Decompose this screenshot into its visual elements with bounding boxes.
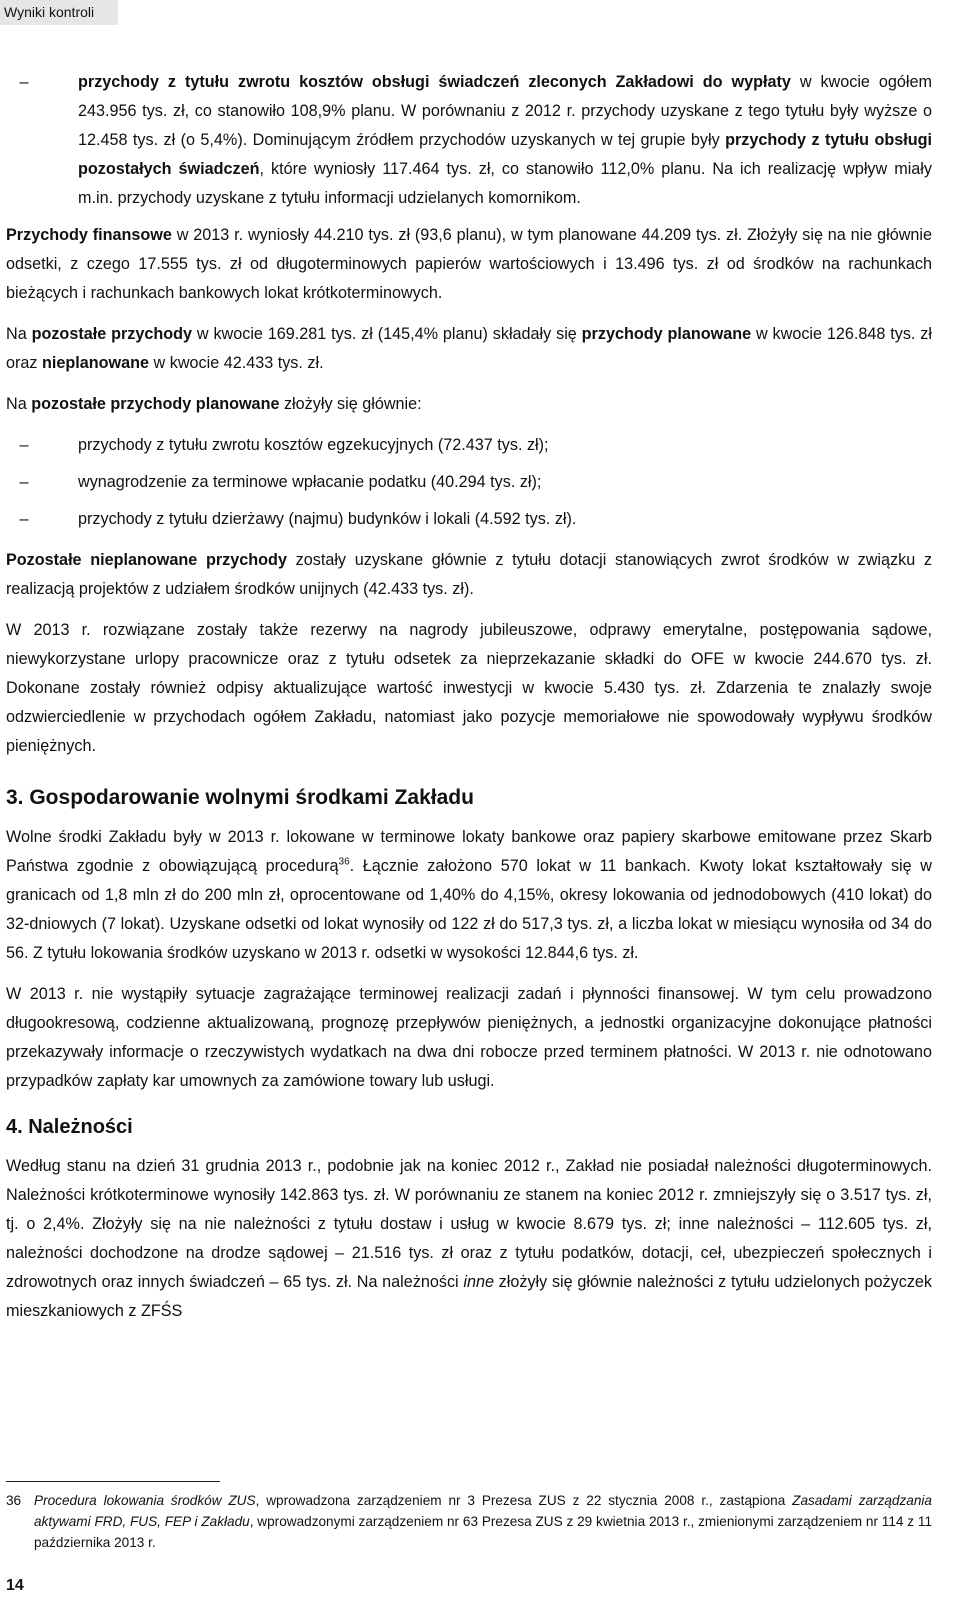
dash-bullet: – <box>19 473 29 491</box>
section-heading-naleznosci: 4. Należności <box>6 1116 133 1138</box>
text-run: , które wyniosły 117.464 tys. zł, co stanowiło 112,0% planu. Na ich realizację wpływ miały m.in. przychody uzyskane z tytułu informacji udzielanych komornikom. <box>78 160 933 207</box>
list-item-text: przychody z tytułu zwrotu kosztów egzekucyjnych (72.437 tys. zł); <box>78 436 549 454</box>
text-run: , wprowadzonymi zarządzeniem nr 63 Prezesa ZUS z 29 kwietnia 2013 r., zmienionymi zarządzeniem nr 114 z 11 października 2013 r. <box>34 1514 933 1550</box>
naleznosci-italic: inne <box>463 1273 494 1291</box>
bullet-text <box>78 68 932 213</box>
document-body <box>6 68 932 1326</box>
footnote-separator <box>6 1481 220 1482</box>
lokaty-text-end: . Łącznie założono 570 lokat w 11 bankach. Kwoty lokat kształtowały się w granicach od 1,8 mln zł do 200 mln zł, oprocentowane od 1,40% do 4,15%, okresy lokowania od jednodobowych (410 lokat) do 32-dniowych (7 lokat). Uzyskane odsetki od lokat wynosiły od 122 zł do 517,3 tys. zł, a liczba lokat w miesiącu wynosiła od 34 do 56. Z tytułu lokowania środków uzyskano w 2013 r. odsetki w wysokości 12.844,6 tys. zł. <box>6 857 932 962</box>
footnote-reference[interactable]: 36 <box>338 856 350 868</box>
text-run: złożyły się głównie: <box>279 395 422 413</box>
text-run: Na <box>6 395 32 413</box>
bullet-item-zwrot-kosztow <box>6 68 932 213</box>
text-run: w kwocie 42.433 tys. zł. <box>149 354 324 372</box>
bold-run: pozostałe przychody planowane <box>31 395 280 413</box>
text-run: w 2013 r. wyniosły 44.210 tys. zł (93,6 planu), w tym planowane 44.209 tys. zł. Złożyły się na nie głównie odsetki, z czego 17.555 tys. zł od długoterminowych papierów wartościowych i 13.496 tys. zł od środków na rachunkach bieżących i rachunkach bankowych lokat krótkoterminowych. <box>6 226 932 302</box>
text-run: zostały uzyskane głównie z tytułu dotacji stanowiących zwrot środków w związku z realizacją projektów z udziałem środków unijnych (42.433 tys. zł). <box>6 551 932 598</box>
paragraph-lokaty <box>6 823 932 968</box>
paragraph-plynnosc: W 2013 r. nie wystąpiły sytuacje zagrażające terminowej realizacji zadań i płynności finansowej. W tym celu prowadzono długookresową, codzienne aktualizowaną, prognozę przepływów pieniężnych, a jednostki organizacyjne dokonujące płatności przekazywały informacje o rzeczywistych wydatkach na dwa dni robocze przed terminem płatności. W 2013 r. nie odnotowano przypadków zapłaty kar umownych za zamówione towary lub usługi. <box>6 985 932 1090</box>
paragraph-przychody-finansowe <box>6 221 932 308</box>
text-run: , wprowadzona zarządzeniem nr 3 Prezesa ZUS z 22 stycznia 2008 r., zastąpiona <box>255 1493 793 1508</box>
paragraph-pozostale-przychody <box>6 320 932 378</box>
bold-run: przychody planowane <box>581 325 752 343</box>
page-number: 14 <box>6 1577 24 1594</box>
bold-run: nieplanowane <box>42 354 150 372</box>
footnote-number: 36 <box>6 1493 22 1508</box>
footnote <box>6 1490 932 1553</box>
dash-bullet: – <box>19 510 29 528</box>
paragraph-rezerwy: W 2013 r. rozwiązane zostały także rezerwy na nagrody jubileuszowe, odprawy emerytalne, postępowania sądowe, niewykorzystane urlopy pracownicze oraz z tytułu odsetek za nieprzekazanie składki do OFE w kwocie 244.670 tys. zł. Dokonane zostały również odpisy aktualizujące wartość inwestycji w kwocie 5.430 tys. zł. Zdarzenia te znalazły swoje odzwierciedlenie w przychodach ogółem Zakładu, natomiast jako pozycje memoriałowe nie spowodowały wypływu środków pieniężnych. <box>6 621 932 755</box>
text-run: w kwocie 126.848 tys. zł oraz <box>6 325 932 372</box>
header-title: Wyniki kontroli <box>4 4 95 20</box>
list-item <box>6 468 932 497</box>
section-heading-gospodarowanie: 3. Gospodarowanie wolnymi środkami Zakładu <box>6 786 474 809</box>
naleznosci-text-end: złożyły się głównie należności z tytułu udzielonych pożyczek mieszkaniowych z ZFŚS <box>6 1273 933 1320</box>
bold-run: przychody z tytułu zwrotu kosztów obsługi świadczeń zleconych Zakładowi do wypłaty <box>78 73 791 91</box>
bold-run: przychody z tytułu obsługi pozostałych świadczeń <box>78 131 932 178</box>
bold-run: pozostałe przychody <box>31 325 193 343</box>
list-item-text: wynagrodzenie za terminowe wpłacanie podatku (40.294 tys. zł); <box>78 473 542 491</box>
planowane-list <box>6 431 932 534</box>
lokaty-text-start: Wolne środki Zakładu były w 2013 r. lokowane w terminowe lokaty bankowe oraz papiery skarbowe emitowane przez Skarb Państwa zgodnie z obowiązującą procedurą <box>6 828 932 875</box>
paragraph-planowane-intro <box>6 390 932 419</box>
text-run: w kwocie 169.281 tys. zł (145,4% planu) składały się <box>192 325 582 343</box>
list-item-text: przychody z tytułu dzierżawy (najmu) budynków i lokali (4.592 tys. zł). <box>78 510 577 528</box>
italic-run: Zasadami zarządzania aktywami FRD, FUS, FEP i Zakładu <box>34 1493 932 1529</box>
naleznosci-text-start: Według stanu na dzień 31 grudnia 2013 r., podobnie jak na koniec 2012 r., Zakład nie posiadał należności długoterminowych. Należności krótkoterminowe wynosiły 142.863 tys. zł. W porównaniu ze stanem na koniec 2012 r. zmniejszyły się o 3.517 tys. zł, tj. o 2,4%. Złożyły się na nie należności z tytułu dostaw i usług w kwocie 8.679 tys. zł; inne należności – 112.605 tys. zł, należności dochodzone na drodze sądowej – 21.516 tys. zł oraz z tytułu podatków, dotacji, ceł, ubezpieczeń społecznych i zdrowotnych oraz innych świadczeń – 65 tys. zł. Na należności <box>6 1157 932 1291</box>
list-item <box>6 431 932 460</box>
paragraph-nieplanowane <box>6 546 932 604</box>
dash-bullet: – <box>19 436 29 454</box>
paragraph-naleznosci <box>6 1152 932 1326</box>
running-header <box>0 0 118 25</box>
italic-run: Procedura lokowania środków ZUS <box>34 1493 256 1508</box>
text-run: Na <box>6 325 32 343</box>
list-item <box>6 505 932 534</box>
text-run: w kwocie ogółem 243.956 tys. zł, co stanowiło 108,9% planu. W porównaniu z 2012 r. przychody uzyskane z tego tytułu były wyższe o 12.458 tys. zł (o 5,4%). Dominującym źródłem przychodów uzyskanych w tej grupie były <box>78 73 932 149</box>
footnote-text <box>34 1490 932 1553</box>
bold-run: Pozostałe nieplanowane przychody <box>6 551 287 569</box>
dash-bullet: – <box>19 73 29 91</box>
bold-run: Przychody finansowe <box>6 226 172 244</box>
